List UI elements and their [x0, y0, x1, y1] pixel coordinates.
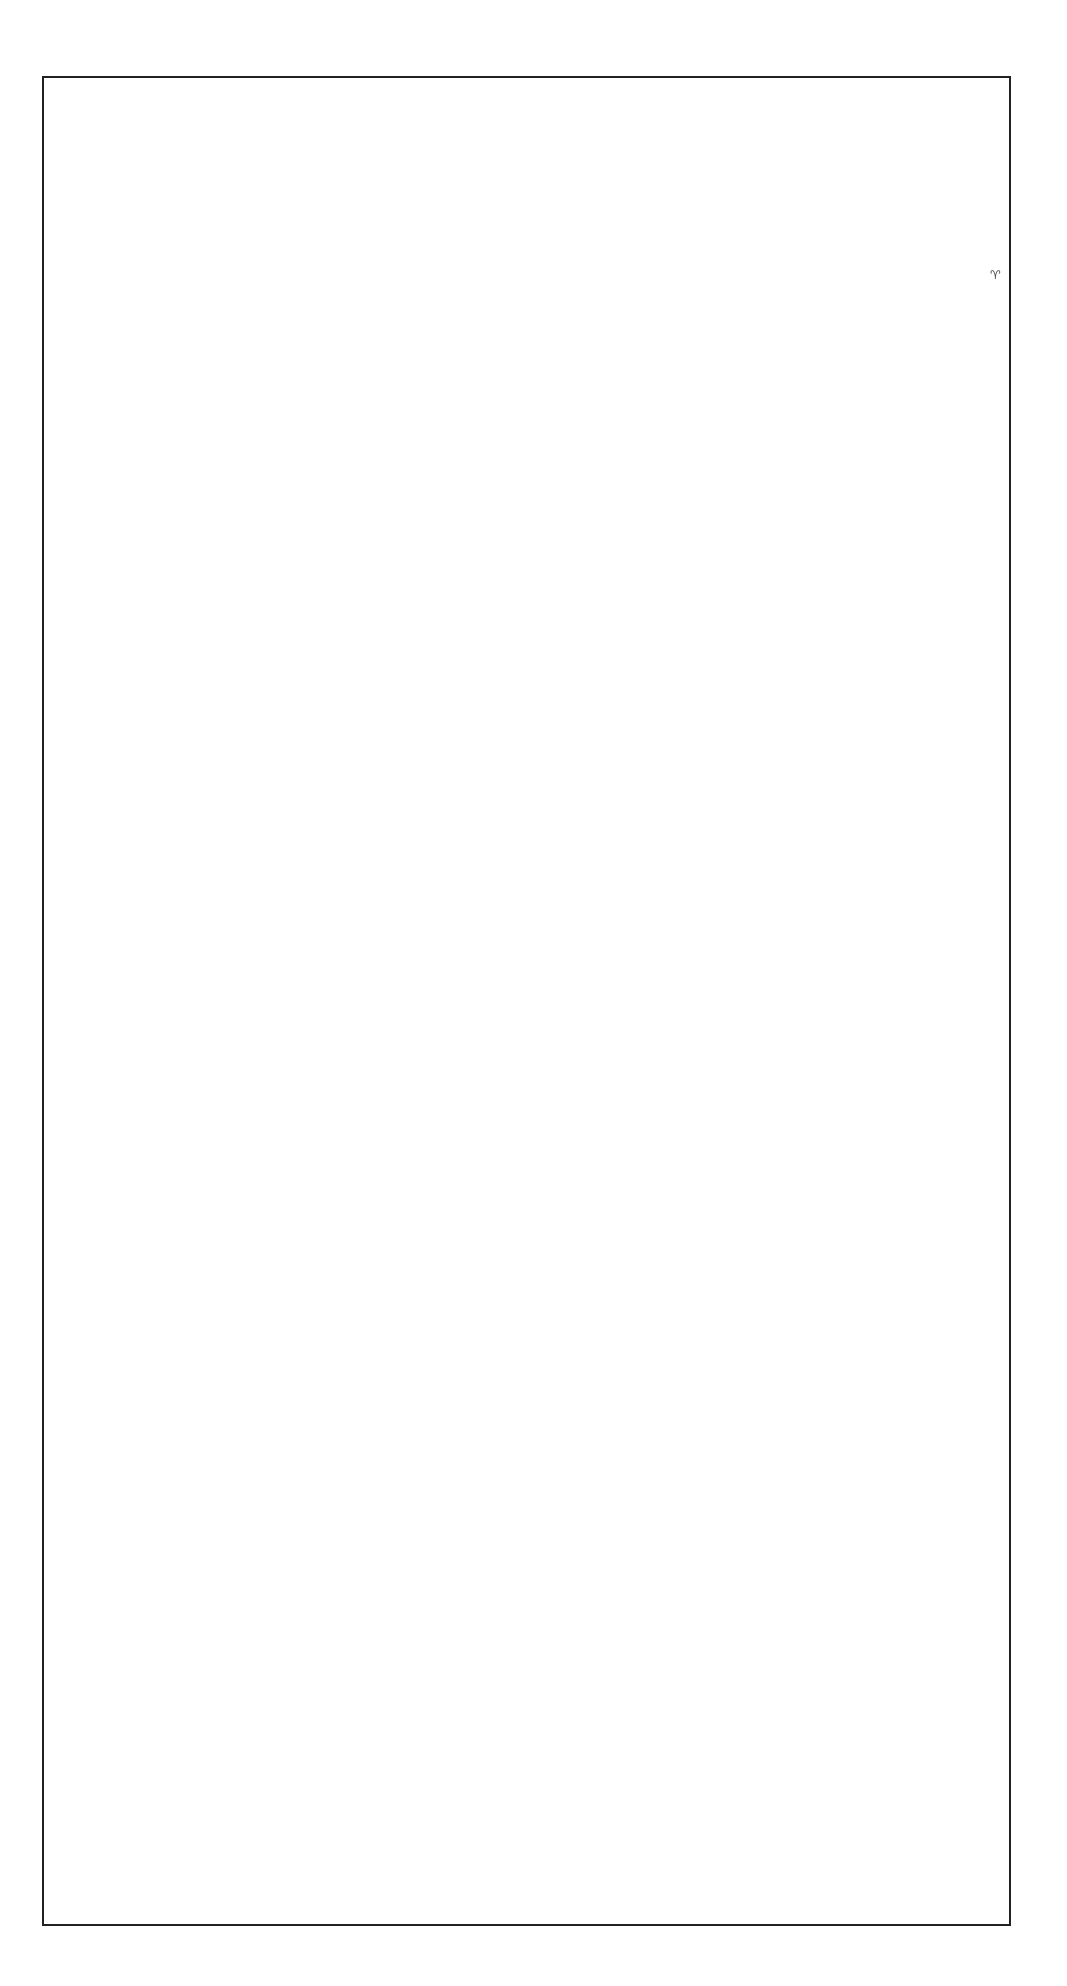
small-mark: ♈	[990, 268, 1001, 282]
bulletin-frame	[42, 76, 1011, 1926]
